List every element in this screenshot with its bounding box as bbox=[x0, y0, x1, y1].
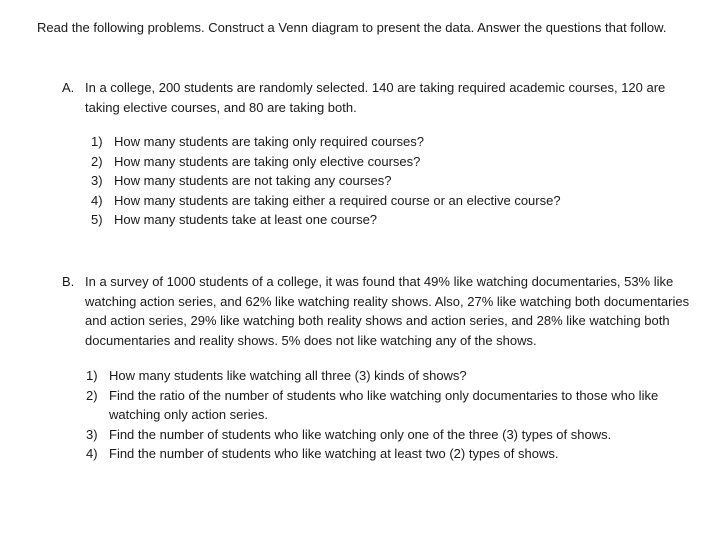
question-item bbox=[91, 191, 672, 211]
question-item bbox=[86, 444, 689, 464]
problem-a-questions bbox=[91, 132, 672, 230]
problem-a-letter: A. bbox=[62, 80, 75, 95]
problem-b-questions bbox=[86, 366, 672, 464]
question-text: Find the number of students who like watching at least two (2) types of shows. bbox=[109, 446, 559, 461]
question-item bbox=[91, 132, 672, 152]
question-number: 1) bbox=[86, 368, 98, 383]
question-number: 4) bbox=[86, 446, 98, 461]
problem-b bbox=[62, 272, 690, 464]
question-text: How many students are taking either a required course or an elective course? bbox=[114, 192, 561, 208]
problem-a bbox=[62, 78, 672, 230]
question-text: How many students like watching all three (3) kinds of shows? bbox=[109, 368, 467, 383]
question-number: 5) bbox=[91, 212, 103, 227]
problem-a-text: In a college, 200 students are randomly selected. 140 are taking required academic courses, 120 are taking elective courses, and 80 are taking both. bbox=[85, 80, 666, 115]
problem-b-letter: B. bbox=[62, 274, 75, 289]
question-item bbox=[86, 386, 689, 425]
instructions: Read the following problems. Construct a Venn diagram to present the data. Answer the questions that follow. bbox=[37, 20, 667, 35]
question-number: 2) bbox=[91, 153, 103, 169]
question-text: How many students are taking only elective courses? bbox=[114, 153, 421, 169]
question-text: Find the ratio of the number of students who like watching only documentaries to those who like watching only action series. bbox=[109, 387, 659, 422]
question-item bbox=[91, 210, 672, 230]
question-number: 4) bbox=[91, 192, 103, 208]
question-text: How many students are taking only required courses? bbox=[114, 134, 424, 149]
question-item bbox=[86, 425, 689, 445]
question-item bbox=[86, 366, 689, 386]
question-text: How many students take at least one course? bbox=[114, 212, 378, 227]
question-number: 1) bbox=[91, 134, 103, 149]
question-text: Find the number of students who like watching only one of the three (3) types of shows. bbox=[109, 426, 612, 442]
problem-b-text: In a survey of 1000 students of a college, it was found that 49% like watching documentaries, 53% like watching action series, and 62% like watching reality shows. Also, 27% like watching both documentaries and action series, 29% like watching both reality shows and action series, and 28% like watching both documentaries and reality shows. 5% does not like watching any of the shows. bbox=[85, 274, 690, 348]
question-number: 3) bbox=[91, 173, 103, 188]
question-item bbox=[91, 171, 672, 191]
question-text: How many students are not taking any courses? bbox=[114, 173, 392, 188]
question-number: 2) bbox=[86, 387, 98, 403]
question-number: 3) bbox=[86, 426, 98, 442]
question-item bbox=[91, 152, 672, 172]
